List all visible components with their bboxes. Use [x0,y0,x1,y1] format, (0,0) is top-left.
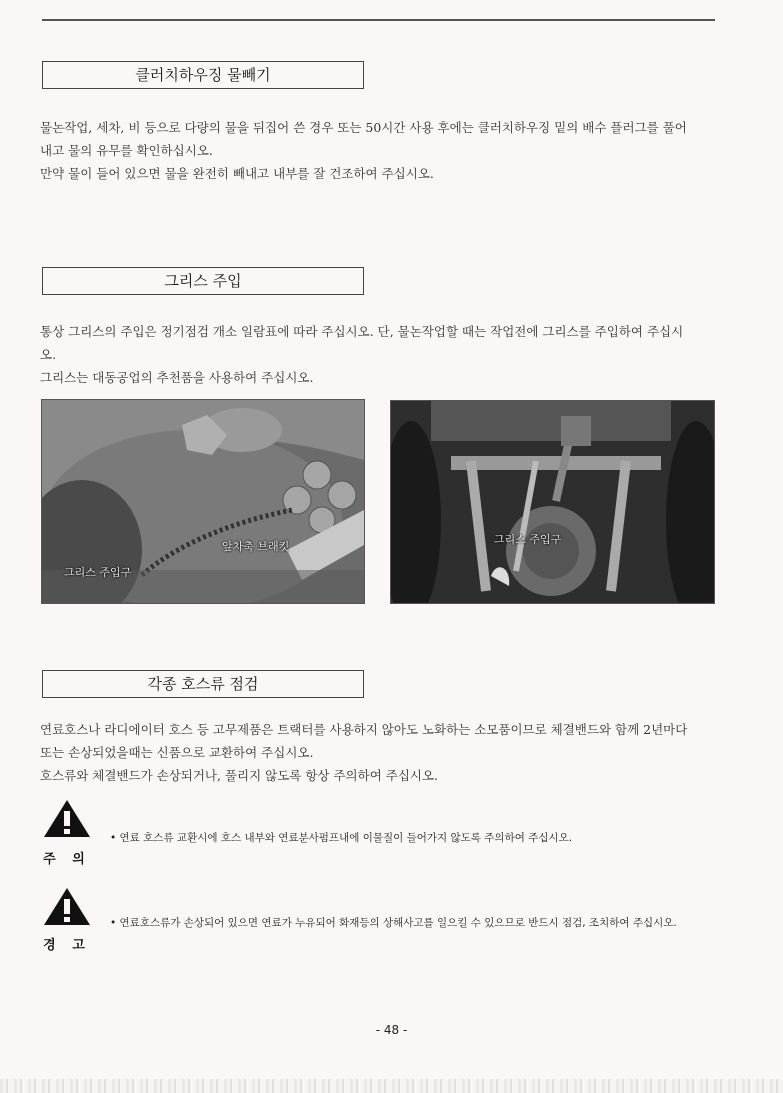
paragraph-line: 오. [40,347,57,362]
front-axle-bracket-label: 앞차축 브래킷 [222,540,290,553]
rear-linkage-photo-image [391,401,714,603]
paragraph-line: 연료호스나 라디에이터 호스 등 고무제품은 트랙터를 사용하지 않아도 노화하는 소모품이므로 체결밴드와 함께 2년마다 [40,722,688,737]
grease-text [40,320,720,389]
section-title-grease: 그리스 주입 [42,267,364,295]
caution-label: 주 의 [43,852,91,867]
warning-text: • 연료호스류가 손상되어 있으면 연료가 누유되어 화재등의 상해사고를 일으킬 수 있으므로 반드시 점검, 조치하여 주십시오. [110,917,677,929]
paragraph-line: 통상 그리스의 주입은 정기점검 개소 일람표에 따라 주십시오. 단, 물논작업할 때는 작업전에 그리스를 주입하여 주십시 [40,324,684,339]
warning-label: 경 고 [43,938,91,953]
caution-notice [42,798,732,867]
rear-linkage-grease-photo [390,400,715,604]
paragraph-line: 그리스는 대동공업의 추천품을 사용하여 주십시오. [40,370,314,385]
section-title-clutch-drain: 클러치하우징 물빼기 [42,61,364,89]
warning-notice [42,886,732,953]
scan-edge-band [0,1079,783,1093]
paragraph-line: 내고 물의 유무를 확인하십시오. [40,143,213,158]
front-axle-grease-photo [41,399,365,604]
paragraph-line: 또는 손상되었을때는 신품으로 교환하여 주십시오. [40,745,314,760]
hoses-text [40,718,720,787]
caution-text: • 연료 호스류 교환시에 호스 내부와 연료분사펌프내에 이물질이 들어가지 않도록 주의하여 주십시오. [110,832,573,844]
header-rule [42,19,715,21]
grease-nipple-label-right: 그리스 주입구 [494,533,562,546]
paragraph-line: 만약 물이 들어 있으면 물을 완전히 빼내고 내부를 잘 건조하여 주십시오. [40,166,434,181]
paragraph-line: 호스류와 체결밴드가 손상되거나, 풀리지 않도록 항상 주의하여 주십시오. [40,768,439,783]
paragraph-line: 물논작업, 세차, 비 등으로 다량의 물을 뒤집어 쓴 경우 또는 50시간 사용 후에는 클러치하우징 밑의 배수 플러그를 풀어 [40,120,687,135]
clutch-drain-text [40,116,720,185]
grease-nipple-label-left: 그리스 주입구 [64,566,132,579]
section-title-hoses: 각종 호스류 점검 [42,670,364,698]
page-number: - 48 - [375,1023,408,1037]
